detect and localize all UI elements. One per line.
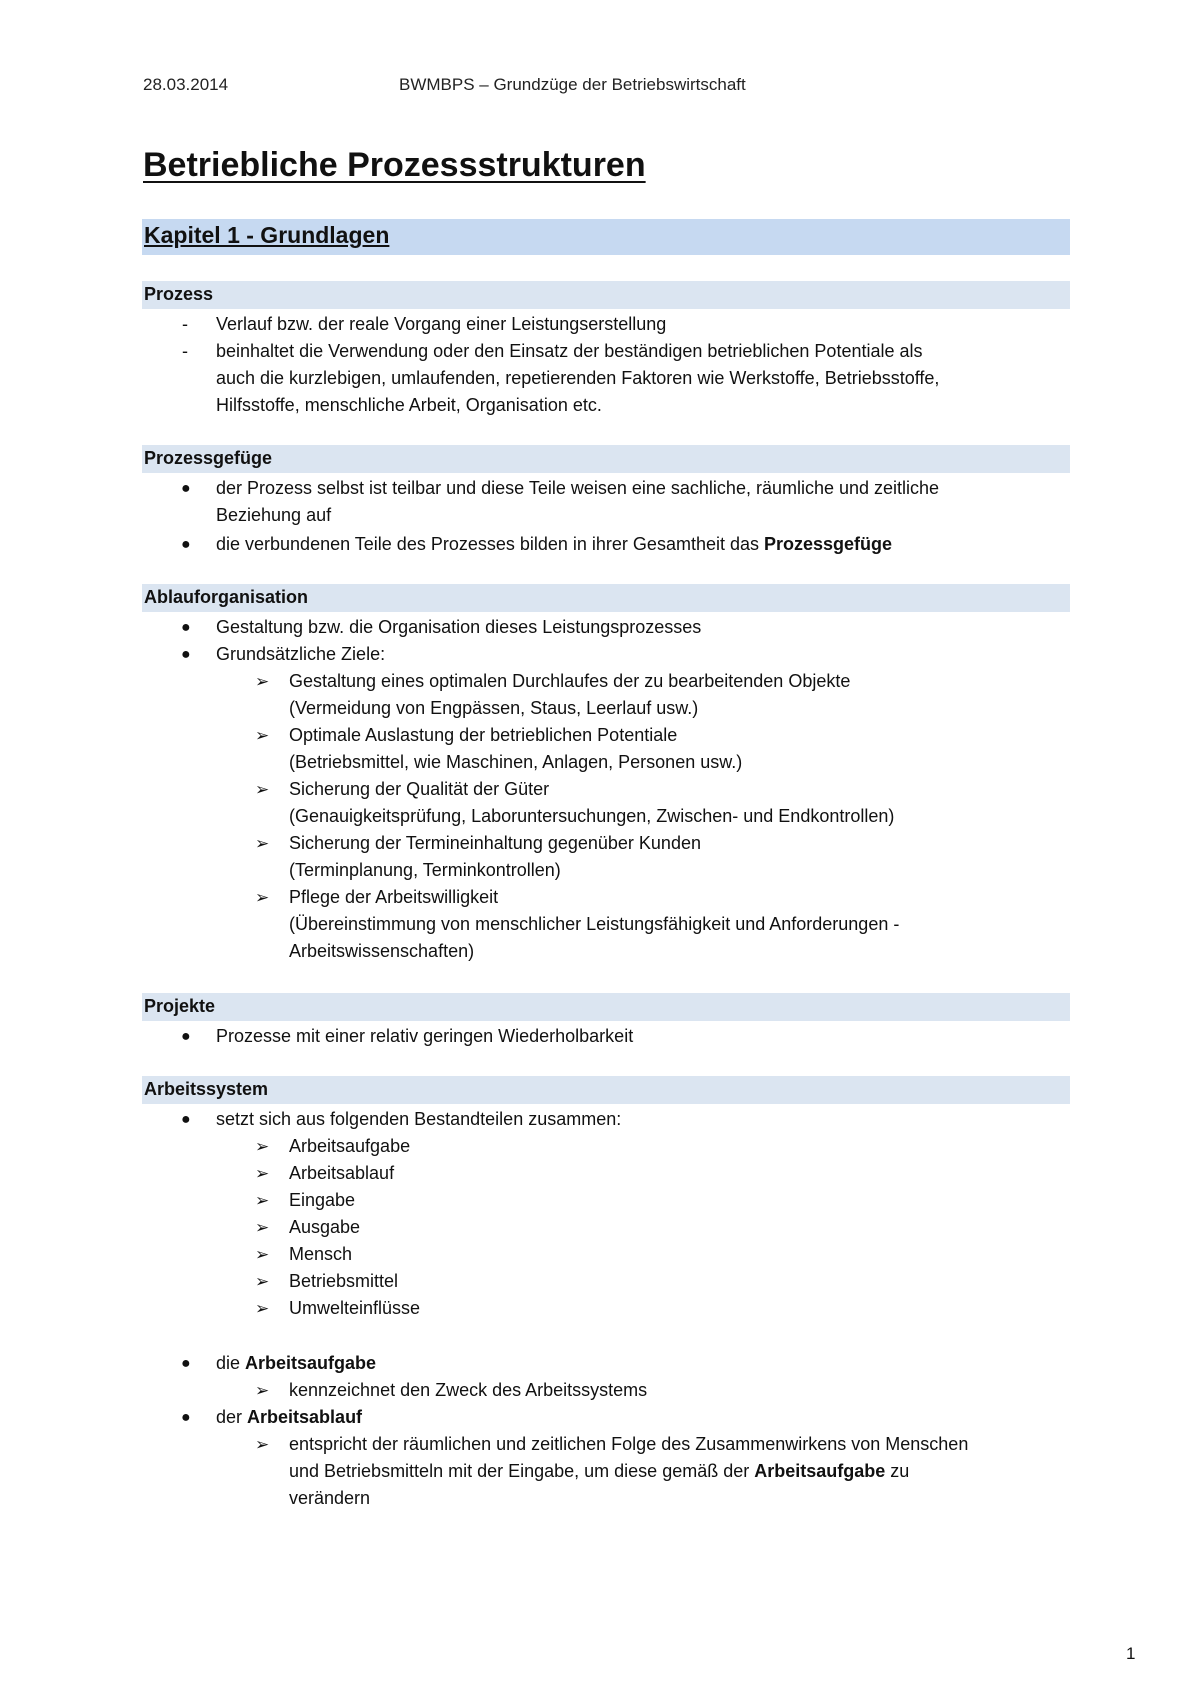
- goal-item-detail: Arbeitswissenschaften): [289, 941, 475, 961]
- arrow-bullet-icon: ➢: [255, 1164, 270, 1183]
- arrow-bullet-icon: ➢: [255, 1218, 270, 1237]
- sub-item-continuation: verändern: [289, 1488, 371, 1508]
- arrow-bullet-icon: ➢: [255, 1381, 270, 1400]
- arrow-bullet-icon: ➢: [255, 726, 270, 745]
- component-item: Arbeitsaufgabe: [289, 1136, 411, 1156]
- bullet-icon: ●: [181, 480, 191, 497]
- goal-item-detail: (Vermeidung von Engpässen, Staus, Leerlauf usw.): [289, 698, 699, 718]
- section-heading-prozessgefuege: [142, 445, 1070, 473]
- arrow-bullet-icon: ➢: [255, 672, 270, 691]
- dash-marker: -: [182, 341, 188, 361]
- bullet-icon: ●: [181, 536, 191, 553]
- list-item: die Arbeitsaufgabe: [216, 1353, 377, 1373]
- component-item: Ausgabe: [289, 1217, 361, 1237]
- list-item: Grundsätzliche Ziele:: [216, 644, 386, 664]
- sub-item: kennzeichnet den Zweck des Arbeitssystems: [289, 1380, 648, 1400]
- goal-item-detail: (Betriebsmittel, wie Maschinen, Anlagen, Personen usw.): [289, 752, 743, 772]
- chapter-heading-band: [142, 219, 1070, 255]
- goal-item: Optimale Auslastung der betrieblichen Potentiale: [289, 725, 678, 745]
- list-item: die verbundenen Teile des Prozesses bilden in ihrer Gesamtheit das Prozessgefüge: [216, 534, 893, 554]
- list-item: setzt sich aus folgenden Bestandteilen zusammen:: [216, 1109, 622, 1129]
- section-heading-text: Arbeitssystem: [144, 1079, 269, 1099]
- arrow-bullet-icon: ➢: [255, 1191, 270, 1210]
- section-heading-text: Prozessgefüge: [144, 448, 273, 468]
- section-heading-projekte: [142, 993, 1070, 1021]
- chapter-heading: Kapitel 1 - Grundlagen: [144, 222, 390, 248]
- goal-item: Gestaltung eines optimalen Durchlaufes der zu bearbeitenden Objekte: [289, 671, 851, 691]
- arrow-bullet-icon: ➢: [255, 1299, 270, 1318]
- section-heading-text: Ablauforganisation: [144, 587, 309, 607]
- goal-item-detail: (Terminplanung, Terminkontrollen): [289, 860, 561, 880]
- page-number: 1: [1126, 1644, 1136, 1663]
- bullet-icon: ●: [181, 1111, 191, 1128]
- arrow-bullet-icon: ➢: [255, 1137, 270, 1156]
- list-item: beinhaltet die Verwendung oder den Einsatz der beständigen betrieblichen Potentiale als: [216, 341, 923, 361]
- arrow-bullet-icon: ➢: [255, 780, 270, 799]
- section-heading-arbeitssystem: [142, 1076, 1070, 1104]
- list-item: Gestaltung bzw. die Organisation dieses Leistungsprozesses: [216, 617, 702, 637]
- bullet-icon: ●: [181, 1409, 191, 1426]
- component-item: Betriebsmittel: [289, 1271, 399, 1291]
- bullet-icon: ●: [181, 1028, 191, 1045]
- bullet-icon: ●: [181, 619, 191, 636]
- section-heading-prozess: [142, 281, 1070, 309]
- list-item: der Prozess selbst ist teilbar und diese Teile weisen eine sachliche, räumliche und zeitliche: [216, 478, 940, 498]
- arrow-bullet-icon: ➢: [255, 834, 270, 853]
- goal-item-detail: (Genauigkeitsprüfung, Laboruntersuchungen, Zwischen- und Endkontrollen): [289, 806, 895, 826]
- sub-item: entspricht der räumlichen und zeitlichen Folge des Zusammenwirkens von Menschen: [289, 1434, 969, 1454]
- list-item: der Arbeitsablauf: [216, 1407, 363, 1427]
- header-course: BWMBPS – Grundzüge der Betriebswirtschaft: [399, 75, 746, 94]
- arrow-bullet-icon: ➢: [255, 1245, 270, 1264]
- goal-item: Sicherung der Qualität der Güter: [289, 779, 550, 799]
- goal-item: Sicherung der Termineinhaltung gegenüber Kunden: [289, 833, 701, 853]
- bullet-icon: ●: [181, 1355, 191, 1372]
- arrow-bullet-icon: ➢: [255, 1435, 270, 1454]
- goal-item: Pflege der Arbeitswilligkeit: [289, 887, 499, 907]
- list-item: Verlauf bzw. der reale Vorgang einer Leistungserstellung: [216, 314, 667, 334]
- component-item: Eingabe: [289, 1190, 356, 1210]
- page-title: Betriebliche Prozessstrukturen: [143, 146, 646, 184]
- section-heading-text: Prozess: [144, 284, 214, 304]
- arrow-bullet-icon: ➢: [255, 888, 270, 907]
- component-item: Arbeitsablauf: [289, 1163, 395, 1183]
- component-item: Mensch: [289, 1244, 353, 1264]
- list-item-continuation: auch die kurzlebigen, umlaufenden, repetierenden Faktoren wie Werkstoffe, Betriebsstoffe,: [216, 368, 940, 388]
- list-item-continuation: Beziehung auf: [216, 505, 332, 525]
- goal-item-detail: (Übereinstimmung von menschlicher Leistungsfähigkeit und Anforderungen -: [289, 914, 900, 934]
- header-date: 28.03.2014: [143, 75, 229, 94]
- component-item: Umwelteinflüsse: [289, 1298, 421, 1318]
- bullet-icon: ●: [181, 646, 191, 663]
- section-heading-ablauforganisation: [142, 584, 1070, 612]
- dash-marker: -: [182, 314, 188, 334]
- section-heading-text: Projekte: [144, 996, 216, 1016]
- arrow-bullet-icon: ➢: [255, 1272, 270, 1291]
- list-item: Prozesse mit einer relativ geringen Wiederholbarkeit: [216, 1026, 634, 1046]
- list-item-continuation: Hilfsstoffe, menschliche Arbeit, Organisation etc.: [216, 395, 602, 415]
- sub-item-continuation: und Betriebsmitteln mit der Eingabe, um diese gemäß der Arbeitsaufgabe zu: [289, 1461, 910, 1481]
